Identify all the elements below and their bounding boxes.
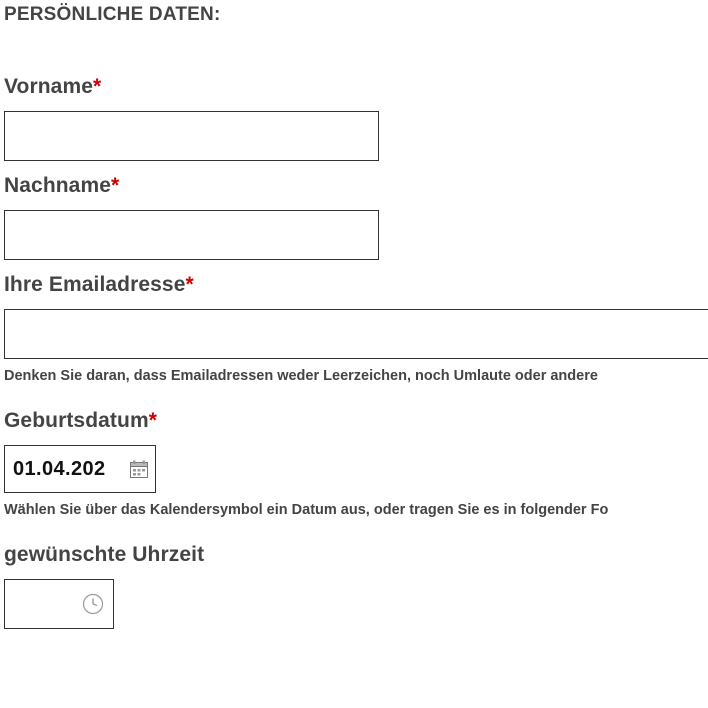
nachname-input[interactable]	[4, 210, 379, 260]
label-uhrzeit-text: gewünschte Uhrzeit	[4, 543, 205, 566]
label-vorname	[4, 74, 708, 100]
required-marker-nachname: *	[111, 174, 120, 197]
clock-icon[interactable]	[82, 593, 104, 615]
label-vorname-text: Vorname	[4, 75, 94, 98]
label-emailadresse	[4, 272, 708, 298]
uhrzeit-field	[4, 579, 114, 629]
geburtsdatum-field	[4, 445, 156, 493]
required-marker-geburtsdatum: *	[148, 409, 157, 432]
page-title: PERSÖNLICHE DATEN:	[4, 4, 221, 25]
calendar-icon[interactable]	[130, 460, 148, 478]
label-nachname	[4, 173, 708, 199]
required-marker-emailadresse: *	[185, 273, 194, 296]
email-hint: Denken Sie daran, dass Emailadressen weder Leerzeichen, noch Umlaute oder andere	[4, 368, 598, 384]
geburtsdatum-hint: Wählen Sie über das Kalendersymbol ein Datum aus, oder tragen Sie es in folgender Fo	[4, 502, 609, 518]
label-nachname-text: Nachname	[4, 174, 112, 197]
label-geburtsdatum-text: Geburtsdatum	[4, 409, 149, 432]
label-emailadresse-text: Ihre Emailadresse	[4, 273, 186, 296]
label-geburtsdatum	[4, 408, 708, 434]
email-input[interactable]	[4, 309, 708, 359]
label-uhrzeit	[4, 542, 708, 568]
required-marker-vorname: *	[93, 75, 102, 98]
vorname-input[interactable]	[4, 111, 379, 161]
